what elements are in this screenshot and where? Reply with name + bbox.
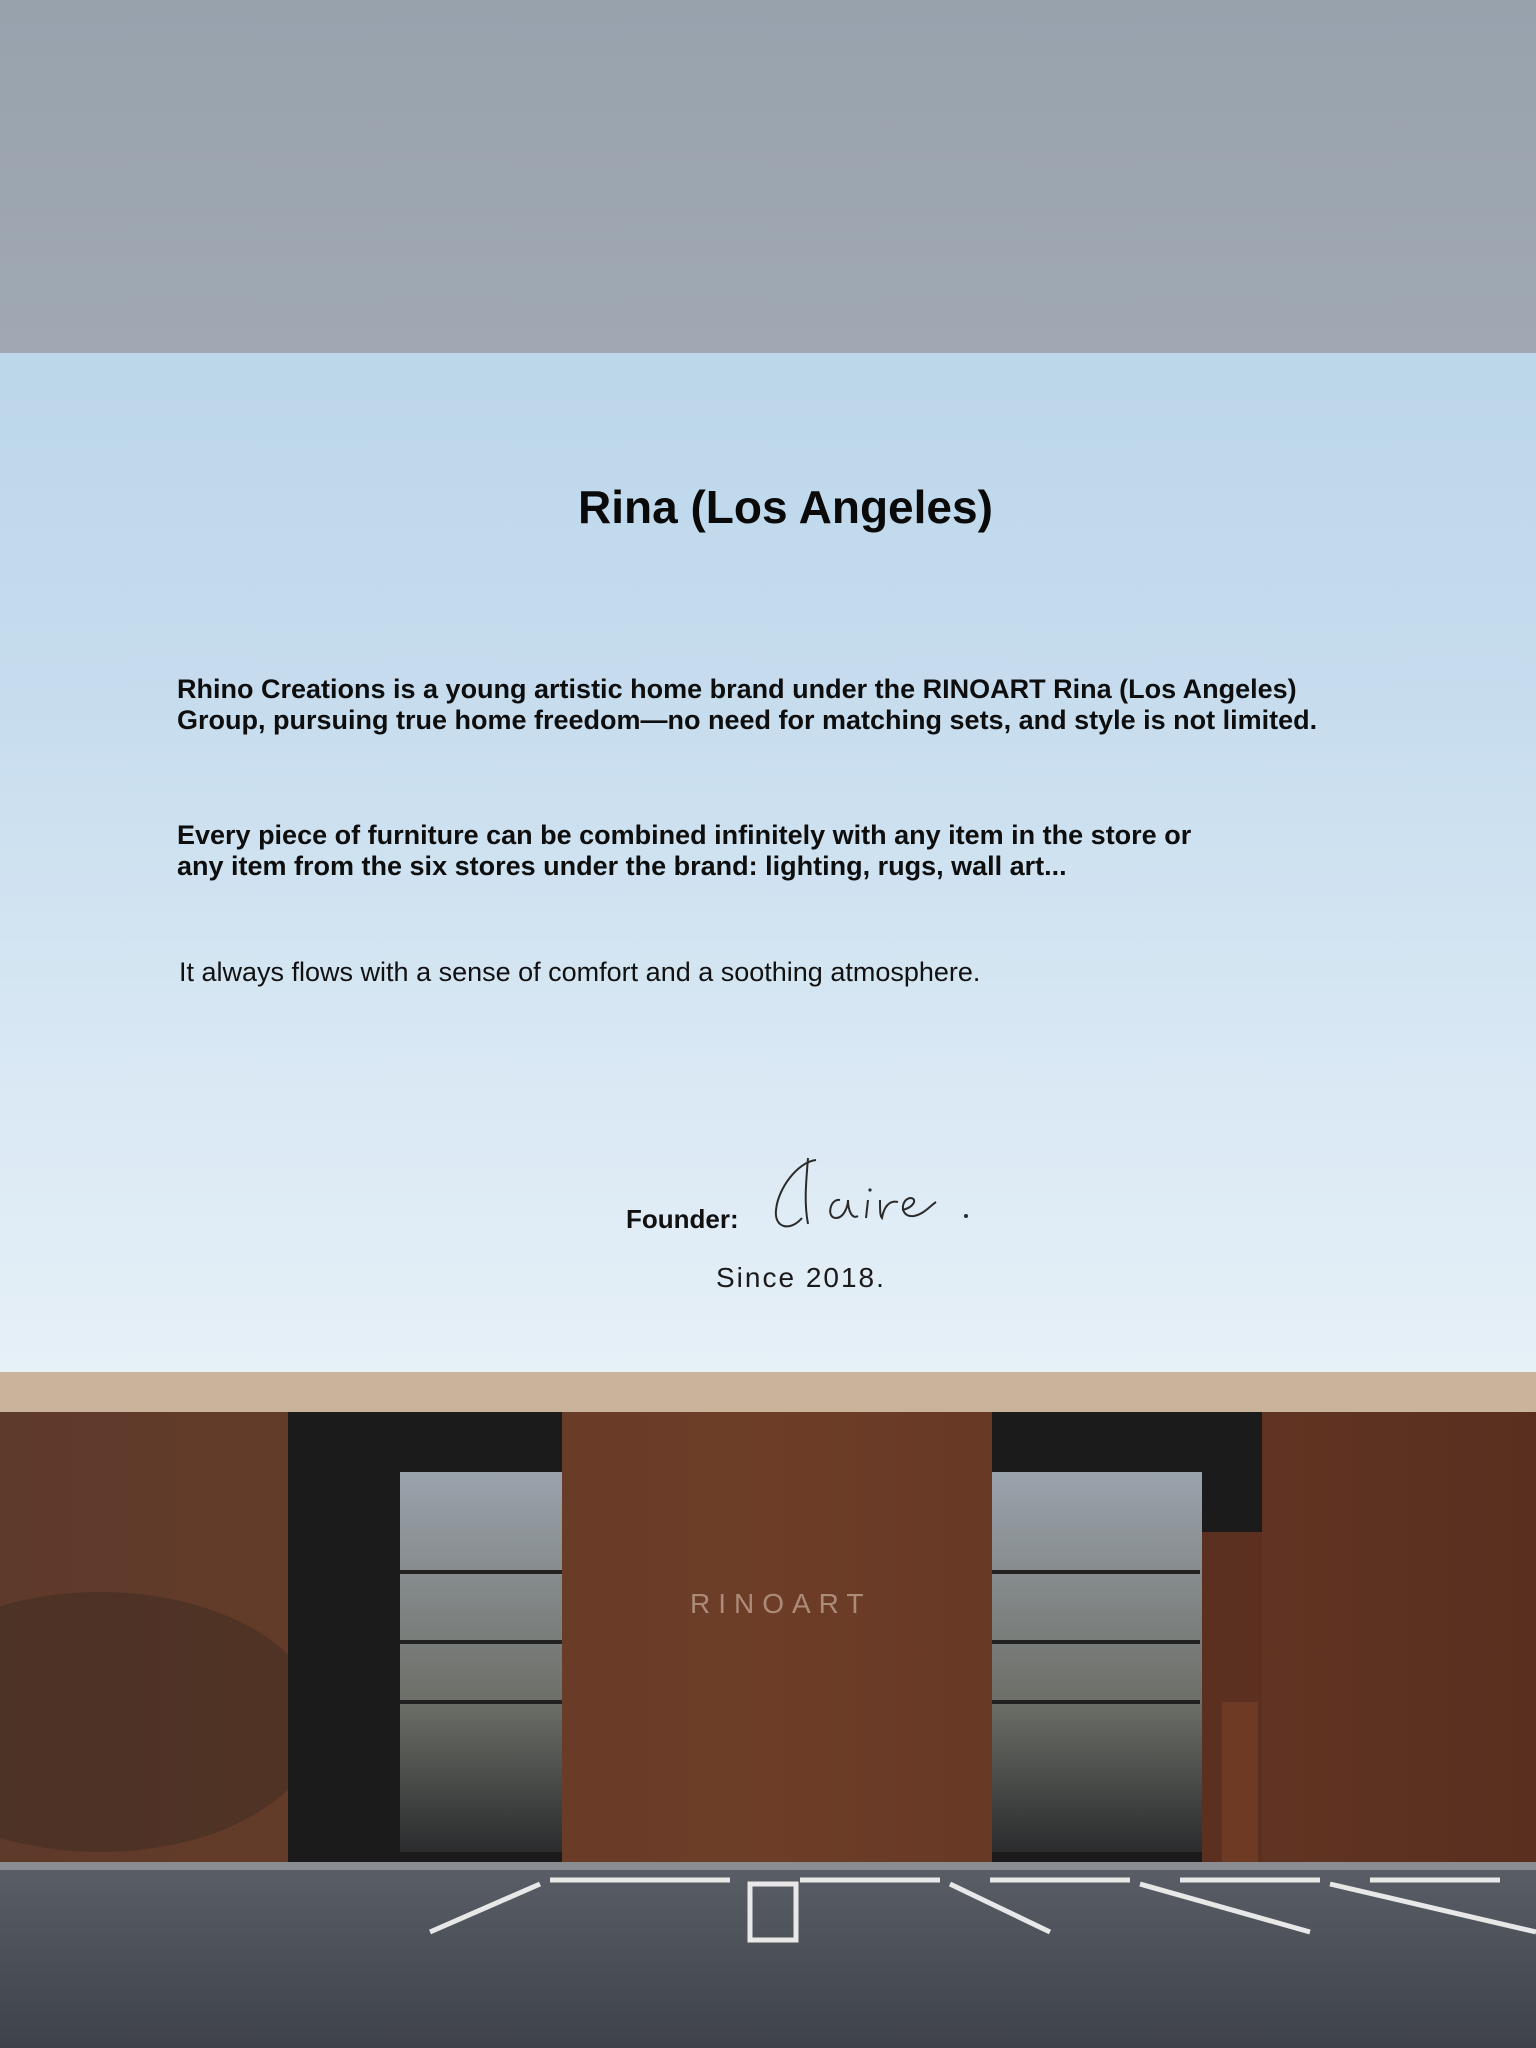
founder-signature [768, 1148, 978, 1243]
intro-paragraph: Rhino Creations is a young artistic home brand under the RINOART Rina (Los Angeles) Group, pursuing true home freedom—no need for matching sets, and style is not limited. [177, 674, 1318, 735]
combination-paragraph: Every piece of furniture can be combined infinitely with any item in the store or any item from the six stores under the brand: lighting, rugs, wall art... [177, 820, 1192, 881]
building-sign: RINOART [690, 1588, 872, 1619]
store-building-photo [0, 1372, 1536, 2048]
since-year: Since 2018. [716, 1262, 886, 1293]
page-title: Rina (Los Angeles) [578, 481, 993, 533]
top-gray-band [0, 0, 1536, 353]
founder-label: Founder: [626, 1204, 739, 1234]
atmosphere-paragraph: It always flows with a sense of comfort and a soothing atmosphere. [179, 957, 981, 987]
